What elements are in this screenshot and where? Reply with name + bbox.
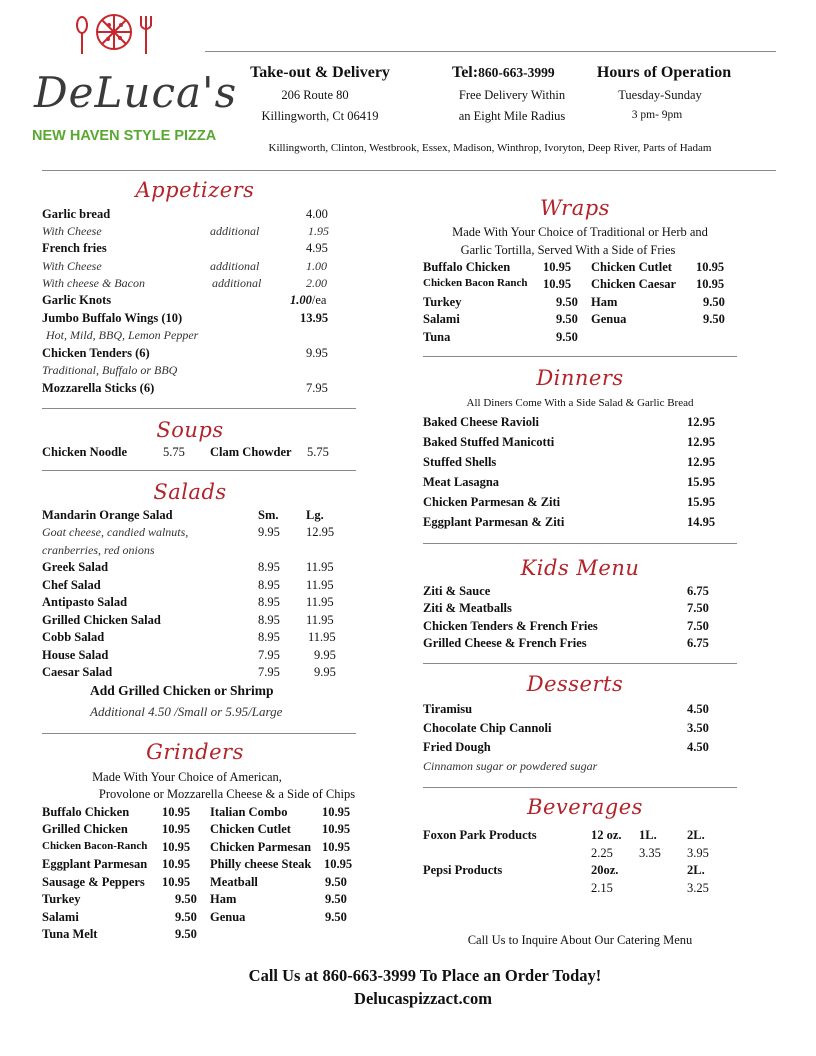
item-name: Eggplant Parmesan: [42, 857, 148, 871]
size-header: 2L.: [687, 863, 705, 877]
grinders-desc2: Provolone or Mozzarella Cheese & a Side of Chips: [98, 787, 356, 801]
item-price: 12.95: [687, 435, 716, 449]
item-additional: additional: [212, 276, 262, 290]
item-price: 10.95: [162, 875, 191, 889]
list-item: [42, 613, 352, 630]
list-item: [42, 857, 362, 874]
item-price: 4.00: [306, 207, 328, 221]
item-name: Ham: [210, 892, 237, 906]
hours-title: Hours of Operation: [596, 64, 732, 81]
list-item: [42, 927, 362, 944]
address-line2: Killingworth, Ct 06419: [261, 109, 379, 123]
size-large-header: Lg.: [306, 508, 324, 522]
item-price: 9.50: [325, 910, 347, 924]
price-small: 9.95: [258, 525, 280, 539]
price-large: 11.95: [306, 578, 334, 592]
divider: [42, 408, 356, 409]
item-price: 12.95: [687, 415, 716, 429]
item-name: Salami: [423, 312, 460, 326]
list-item: [423, 702, 733, 719]
item-name: Garlic bread: [42, 207, 111, 221]
list-item: [42, 381, 342, 398]
item-note: With Cheese: [42, 224, 102, 238]
item-price: 9.50: [556, 312, 578, 326]
divider: [42, 733, 356, 734]
item-price: 7.50: [687, 601, 709, 615]
item-price: 10.95: [696, 260, 725, 274]
item-name: Chicken Tenders (6): [42, 346, 150, 360]
list-item: [42, 822, 362, 839]
price-large: 12.95: [306, 525, 335, 539]
item-price: 10.95: [543, 260, 572, 274]
kids-list: [423, 584, 733, 654]
list-item: [42, 648, 352, 665]
list-item: [423, 863, 733, 880]
price-small: 7.95: [258, 648, 280, 662]
item-name: Chocolate Chip Cannoli: [423, 721, 552, 735]
price-large: 11.95: [306, 613, 334, 627]
item-price: 10.95: [322, 840, 351, 854]
item-name: Baked Cheese Ravioli: [423, 415, 539, 429]
item-price: 3.50: [687, 721, 709, 735]
list-item: [423, 495, 733, 512]
item-price: 9.50: [703, 295, 725, 309]
list-item: [42, 560, 352, 577]
item-name: Clam Chowder: [210, 445, 292, 459]
divider: [42, 170, 776, 171]
dinners-desc: All Diners Come With a Side Salad & Garlic Bread: [466, 397, 694, 409]
item-name: Turkey: [423, 295, 462, 309]
catering-note: Call Us to Inquire About Our Catering Menu: [467, 933, 693, 947]
item-name: Mozzarella Sticks (6): [42, 381, 155, 395]
item-name: Buffalo Chicken: [423, 260, 511, 274]
item-name: Chicken Cutlet: [210, 822, 291, 836]
tel: [452, 64, 555, 82]
item-unit: /ea: [311, 293, 327, 307]
salads-list: [42, 508, 352, 683]
item-price: 9.50: [175, 927, 197, 941]
list-item: [423, 277, 743, 294]
list-item: [42, 311, 342, 328]
list-item: [423, 584, 733, 601]
item-name: Grilled Cheese & French Fries: [423, 636, 587, 650]
item-name: Chicken Noodle: [42, 445, 128, 459]
list-item: [42, 892, 362, 909]
item-name: Chicken Bacon-Ranch: [42, 840, 148, 852]
list-item: [423, 740, 733, 757]
item-price: 14.95: [687, 515, 716, 529]
divider: [423, 663, 737, 664]
price-large: 9.95: [314, 665, 336, 679]
list-item: [42, 630, 352, 647]
wraps-desc1: Made With Your Choice of Traditional or Herb and: [452, 225, 708, 239]
item-price: 9.50: [703, 312, 725, 326]
list-item: [42, 840, 362, 857]
item-price: 6.75: [687, 636, 709, 650]
size-small-header: Sm.: [258, 508, 279, 522]
price-large: 11.95: [306, 560, 334, 574]
item-price: 9.50: [556, 330, 578, 344]
item-price: 9.50: [325, 875, 347, 889]
item-name: Foxon Park Products: [423, 828, 537, 842]
item-name: Tuna Melt: [42, 927, 98, 941]
item-name: Fried Dough: [423, 740, 491, 754]
list-item: [42, 259, 342, 276]
salad-addon: Add Grilled Chicken or Shrimp: [90, 683, 274, 698]
price-large: 9.95: [314, 648, 336, 662]
item-name: House Salad: [42, 648, 109, 662]
item-name: Turkey: [42, 892, 81, 906]
item-price: 10.95: [162, 822, 191, 836]
item-name: Chicken Parmesan: [210, 840, 312, 854]
list-item: [423, 435, 733, 452]
price-large: 11.95: [306, 595, 334, 609]
item-note: Hot, Mild, BBQ, Lemon Pepper: [46, 328, 199, 342]
delivery-towns: Killingworth, Clinton, Westbrook, Essex, Madison, Winthrop, Ivoryton, Deep River, Parts of Hadam: [268, 142, 712, 154]
item-name: Garlic Knots: [42, 293, 112, 307]
item-note: With cheese & Bacon: [42, 276, 145, 290]
list-item: [42, 241, 342, 258]
price-small: 7.95: [258, 665, 280, 679]
delivery-line1: Free Delivery Within: [458, 88, 566, 102]
list-item: [42, 363, 342, 380]
item-name: Meatball: [210, 875, 258, 889]
item-name: Meat Lasagna: [423, 475, 500, 489]
list-item: [42, 595, 352, 612]
item-note: Cinnamon sugar or powdered sugar: [423, 759, 598, 773]
item-price: 10.95: [696, 277, 725, 291]
pizza-utensils-icon: [70, 12, 158, 56]
list-item: [42, 910, 362, 927]
item-price: 9.50: [175, 892, 197, 906]
grinders-title: Grinders: [146, 740, 244, 764]
item-note: With Cheese: [42, 259, 102, 273]
list-item: [423, 415, 733, 432]
list-item: [423, 881, 733, 898]
list-item: [423, 475, 733, 492]
item-name: Sausage & Peppers: [42, 875, 145, 889]
grinders-desc1: Made With Your Choice of American,: [92, 770, 282, 784]
item-price: 2.00: [306, 276, 327, 290]
soups-list: [42, 445, 352, 462]
item-price: 3.95: [687, 846, 709, 860]
list-item: [423, 330, 743, 347]
item-name: Cobb Salad: [42, 630, 105, 644]
size-header: 2L.: [687, 828, 705, 842]
appetizers-list: [42, 207, 342, 397]
logo-name: DeLuca's: [34, 68, 238, 117]
item-price: 12.95: [687, 455, 716, 469]
item-price: 3.35: [639, 846, 661, 860]
item-price: 9.50: [175, 910, 197, 924]
item-price: 7.50: [687, 619, 709, 633]
hours-time: 3 pm- 9pm: [631, 109, 683, 121]
item-price: 15.95: [687, 475, 716, 489]
item-price: 5.75: [163, 445, 185, 459]
size-header: 12 oz.: [591, 828, 622, 842]
list-item: [423, 828, 733, 845]
item-name: Chicken Cutlet: [591, 260, 672, 274]
list-item: [423, 260, 743, 277]
item-name: Chef Salad: [42, 578, 101, 592]
footer-website[interactable]: Delucaspizzact.com: [354, 989, 492, 1008]
list-item: [423, 515, 733, 532]
item-price: 6.75: [687, 584, 709, 598]
item-price: 15.95: [687, 495, 716, 509]
takeout-title: Take-out & Delivery: [250, 64, 390, 81]
price-small: 8.95: [258, 560, 280, 574]
item-price: 2.15: [591, 881, 613, 895]
item-name: Salami: [42, 910, 79, 924]
list-item: [42, 543, 352, 560]
list-item: [423, 295, 743, 312]
beverages-title: Beverages: [527, 795, 643, 819]
item-name: Chicken Bacon Ranch: [423, 277, 528, 289]
item-price: 3.25: [687, 881, 709, 895]
logo-tagline: NEW HAVEN STYLE PIZZA: [32, 128, 217, 144]
desserts-title: Desserts: [526, 672, 624, 696]
item-note: cranberries, red onions: [42, 543, 155, 557]
appetizers-title: Appetizers: [135, 178, 255, 202]
list-item: [42, 578, 352, 595]
list-item: [423, 601, 733, 618]
delivery-line2: an Eight Mile Radius: [458, 109, 566, 123]
kids-menu-title: Kids Menu: [520, 556, 640, 580]
list-item: [42, 525, 352, 542]
list-item: [42, 346, 342, 363]
divider: [42, 470, 356, 471]
item-name: Tuna: [423, 330, 451, 344]
item-price: 4.50: [687, 702, 709, 716]
item-price: 1.95: [308, 224, 329, 238]
list-item: [42, 224, 342, 241]
divider: [205, 51, 776, 52]
tel-label: Tel:: [452, 64, 479, 81]
divider: [423, 543, 737, 544]
list-item: [42, 207, 342, 224]
item-price: 2.25: [591, 846, 613, 860]
grinders-list: [42, 805, 362, 945]
item-name: Ziti & Meatballs: [423, 601, 512, 615]
wraps-title: Wraps: [540, 196, 610, 220]
list-item: [42, 875, 362, 892]
item-price: 9.95: [306, 346, 328, 360]
list-item: [423, 846, 733, 863]
item-price: 10.95: [162, 805, 191, 819]
price-small: 8.95: [258, 630, 280, 644]
item-name: Genua: [210, 910, 246, 924]
item-price: 4.95: [306, 241, 328, 255]
list-item: [423, 312, 743, 329]
item-name: Buffalo Chicken: [42, 805, 130, 819]
price-small: 8.95: [258, 578, 280, 592]
price-small: 8.95: [258, 613, 280, 627]
size-header: 20oz.: [591, 863, 619, 877]
item-name: Pepsi Products: [423, 863, 503, 877]
list-item: [423, 455, 733, 472]
list-item: [42, 293, 342, 310]
address-line1: 206 Route 80: [281, 88, 349, 102]
item-name: Philly cheese Steak: [210, 857, 312, 871]
item-name: French fries: [42, 241, 107, 255]
item-price: 7.95: [306, 381, 328, 395]
item-name: Ziti & Sauce: [423, 584, 491, 598]
item-name: Chicken Parmesan & Ziti: [423, 495, 561, 509]
item-name: Ham: [591, 295, 618, 309]
salad-addon-price: Additional 4.50 /Small or 5.95/Large: [90, 704, 283, 719]
beverages-list: [423, 828, 733, 898]
list-item: [423, 636, 733, 653]
size-header: 1L.: [639, 828, 657, 842]
tel-number[interactable]: 860-663-3999: [478, 65, 555, 80]
dinners-list: [423, 415, 733, 535]
item-name: Baked Stuffed Manicotti: [423, 435, 555, 449]
footer-call: Call Us at 860-663-3999 To Place an Order Today!: [248, 966, 602, 985]
item-price: 13.95: [300, 311, 329, 325]
item-name: Chicken Caesar: [591, 277, 677, 291]
soups-title: Soups: [156, 418, 224, 442]
item-price: 10.95: [162, 857, 191, 871]
price-large: 11.95: [308, 630, 336, 644]
item-name: Grilled Chicken Salad: [42, 613, 161, 627]
item-note: Goat cheese, candied walnuts,: [42, 525, 189, 539]
wraps-list: [423, 260, 743, 348]
item-name: Greek Salad: [42, 560, 109, 574]
list-item: [42, 665, 352, 682]
dinners-title: Dinners: [536, 366, 624, 390]
item-note: Traditional, Buffalo or BBQ: [42, 363, 178, 377]
item-price: 10.95: [322, 822, 351, 836]
item-name: Grilled Chicken: [42, 822, 128, 836]
item-price: 5.75: [307, 445, 329, 459]
list-item: [423, 759, 733, 776]
item-name: Jumbo Buffalo Wings (10): [42, 311, 183, 325]
list-item: [42, 276, 342, 293]
item-name: Antipasto Salad: [42, 595, 128, 609]
item-price: 9.50: [556, 295, 578, 309]
item-price: 10.95: [162, 840, 191, 854]
item-name: Stuffed Shells: [423, 455, 497, 469]
item-price: 4.50: [687, 740, 709, 754]
hours-days: Tuesday-Sunday: [618, 88, 702, 102]
item-price: 10.95: [322, 805, 351, 819]
item-price: 10.95: [543, 277, 572, 291]
item-price: 1.00: [306, 259, 327, 273]
list-item: [42, 508, 352, 525]
list-item: [42, 805, 362, 822]
item-additional: additional: [210, 224, 260, 238]
item-name: Tiramisu: [423, 702, 473, 716]
logo: [28, 12, 238, 147]
item-name: Genua: [591, 312, 627, 326]
salads-title: Salads: [153, 480, 227, 504]
item-name: Mandarin Orange Salad: [42, 508, 173, 522]
divider: [423, 787, 737, 788]
price-small: 8.95: [258, 595, 280, 609]
divider: [423, 356, 737, 357]
item-name: Caesar Salad: [42, 665, 113, 679]
list-item: [42, 328, 342, 345]
item-name: Eggplant Parmesan & Ziti: [423, 515, 565, 529]
item-price: 9.50: [325, 892, 347, 906]
list-item: [423, 619, 733, 636]
item-price: 10.95: [324, 857, 353, 871]
list-item: [42, 445, 352, 462]
list-item: [423, 721, 733, 738]
item-additional: additional: [210, 259, 260, 273]
item-name: Chicken Tenders & French Fries: [423, 619, 598, 633]
item-name: Italian Combo: [210, 805, 288, 819]
item-price: 1.00: [290, 293, 312, 307]
desserts-list: [423, 702, 733, 778]
wraps-desc2: Garlic Tortilla, Served With a Side of Fries: [460, 243, 676, 257]
